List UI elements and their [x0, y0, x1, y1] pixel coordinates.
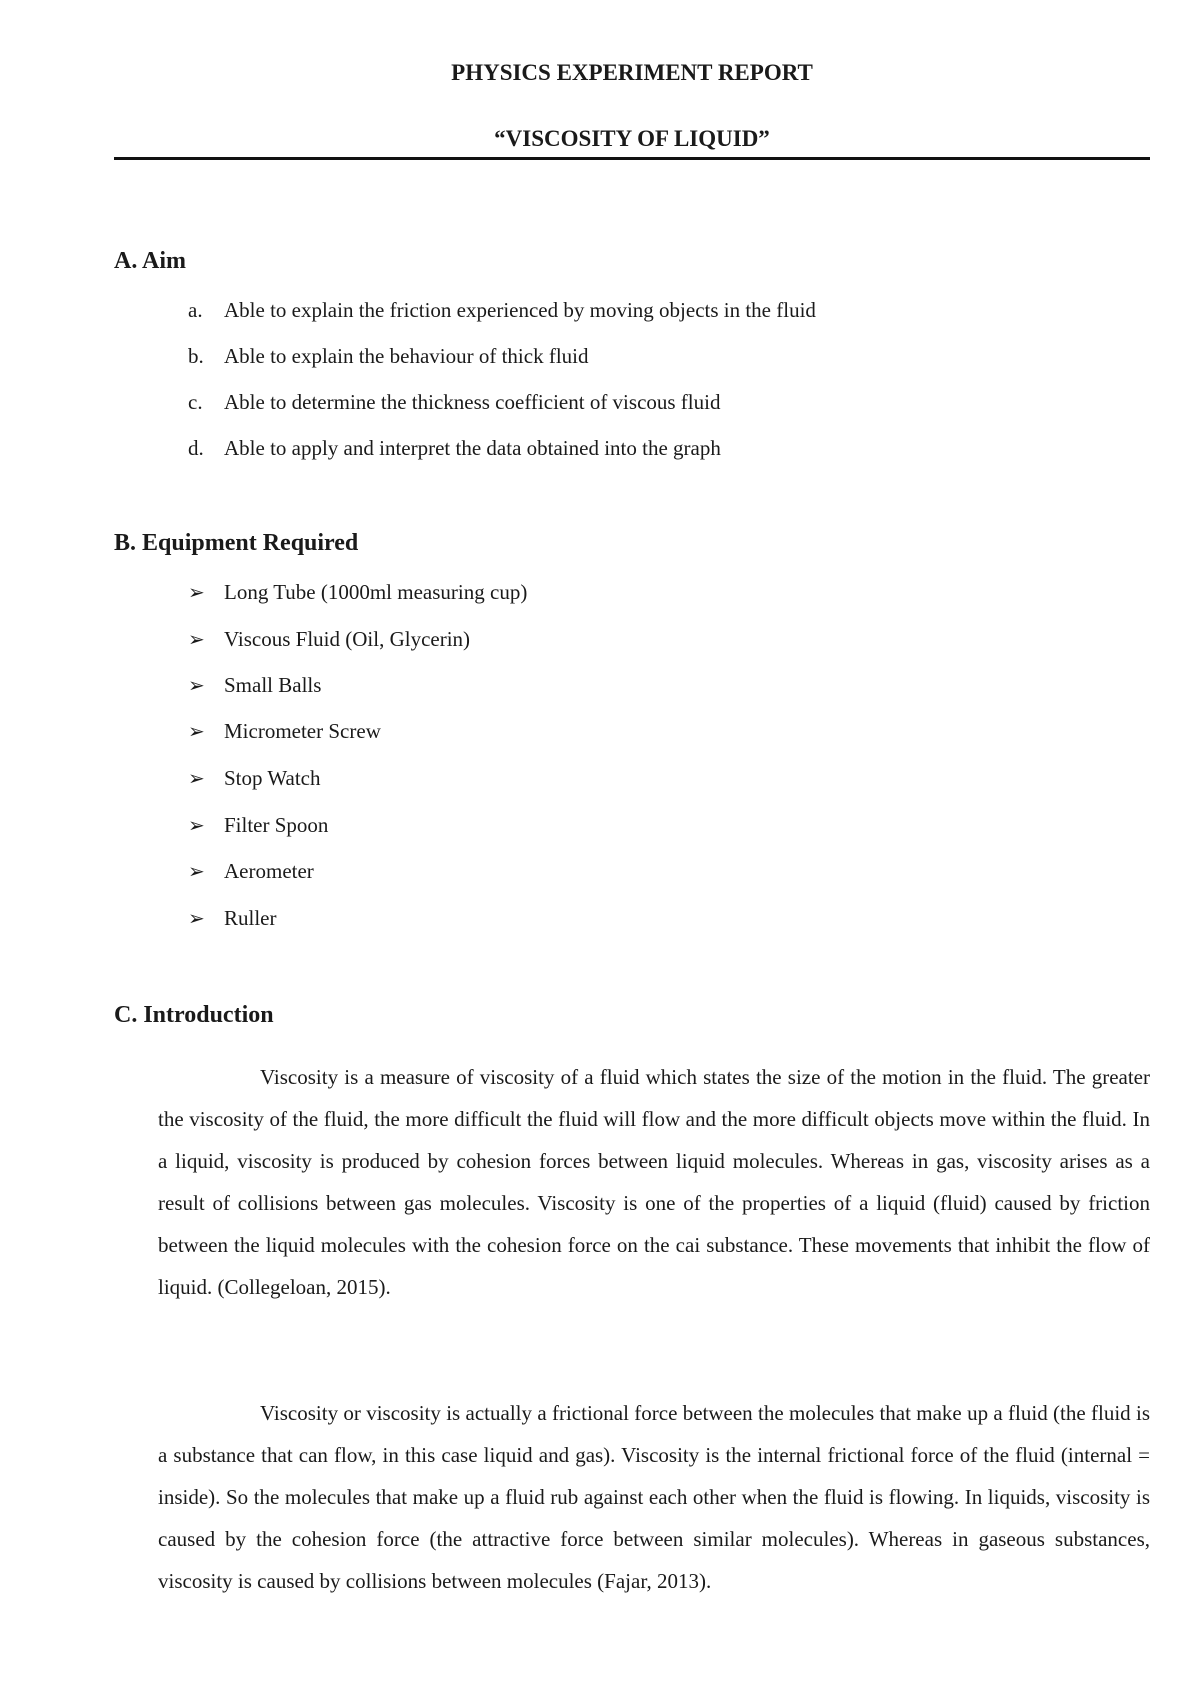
arrowhead-bullet-icon: ➢ [188, 721, 205, 743]
equipment-item-text: Viscous Fluid (Oil, Glycerin) [224, 627, 471, 651]
aim-item-marker: c. [188, 390, 203, 414]
aim-item-text: Able to determine the thickness coefficient of viscous fluid [224, 390, 721, 414]
arrowhead-bullet-icon: ➢ [188, 815, 205, 837]
arrowhead-bullet-icon: ➢ [188, 675, 205, 697]
introduction-paragraph-text: Viscosity or viscosity is actually a frictional force between the molecules that make up a fluid (the fluid is a substance that can flow, in this case liquid and gas). Viscosity is the internal frictional force of the fluid (internal = inside). So the molecules that make up a fluid rub against each other when the fluid is flowing. In liquids, viscosity is caused by the cohesion force (the attractive force between similar molecules). Whereas in gaseous substances, viscosity is caused by collisions between molecules (Fajar, 2013). [158, 1401, 1150, 1593]
aim-item-marker: b. [188, 344, 204, 368]
report-title: PHYSICS EXPERIMENT REPORT [451, 60, 813, 85]
equipment-item-text: Filter Spoon [224, 813, 329, 837]
aim-item [188, 344, 589, 369]
introduction-paragraph [158, 1392, 1150, 1602]
introduction-paragraph-text: Viscosity is a measure of viscosity of a fluid which states the size of the motion in the fluid. The greater the viscosity of the fluid, the more difficult the fluid will flow and the more difficult objects move within the fluid. In a liquid, viscosity is produced by cohesion forces between liquid molecules. Whereas in gas, viscosity arises as a result of collisions between gas molecules. Viscosity is one of the properties of a liquid (fluid) caused by friction between the liquid molecules with the cohesion force on the cai substance. These movements that inhibit the flow of liquid. (Collegeloan, 2015). [158, 1065, 1150, 1299]
equipment-item [188, 719, 381, 744]
arrowhead-bullet-icon: ➢ [188, 768, 205, 790]
equipment-item [188, 906, 277, 931]
introduction-paragraph [158, 1056, 1150, 1308]
aim-heading: A. Aim [114, 248, 186, 274]
equipment-item-text: Ruller [224, 906, 277, 930]
equipment-item-text: Long Tube (1000ml measuring cup) [224, 580, 528, 604]
equipment-item-text: Small Balls [224, 673, 322, 697]
introduction-heading: C. Introduction [114, 1002, 274, 1028]
report-subtitle: “VISCOSITY OF LIQUID” [494, 126, 770, 151]
equipment-item [188, 766, 321, 791]
aim-item-text: Able to apply and interpret the data obtained into the graph [224, 436, 721, 460]
arrowhead-bullet-icon: ➢ [188, 582, 205, 604]
title-divider [114, 157, 1150, 160]
equipment-item [188, 580, 527, 605]
arrowhead-bullet-icon: ➢ [188, 629, 205, 651]
aim-item-text: Able to explain the behaviour of thick fluid [224, 344, 589, 368]
equipment-item-text: Aerometer [224, 859, 314, 883]
equipment-item [188, 627, 470, 652]
arrowhead-bullet-icon: ➢ [188, 908, 205, 930]
equipment-item [188, 813, 328, 838]
aim-item-marker: d. [188, 436, 204, 460]
aim-item [188, 390, 720, 415]
aim-item-marker: a. [188, 298, 203, 322]
equipment-heading: B. Equipment Required [114, 530, 359, 556]
equipment-item [188, 859, 314, 884]
equipment-item [188, 673, 321, 698]
aim-item-text: Able to explain the friction experienced by moving objects in the fluid [224, 298, 816, 322]
equipment-item-text: Micrometer Screw [224, 719, 381, 743]
arrowhead-bullet-icon: ➢ [188, 861, 205, 883]
aim-item [188, 436, 721, 461]
aim-item [188, 298, 816, 323]
equipment-item-text: Stop Watch [224, 766, 321, 790]
